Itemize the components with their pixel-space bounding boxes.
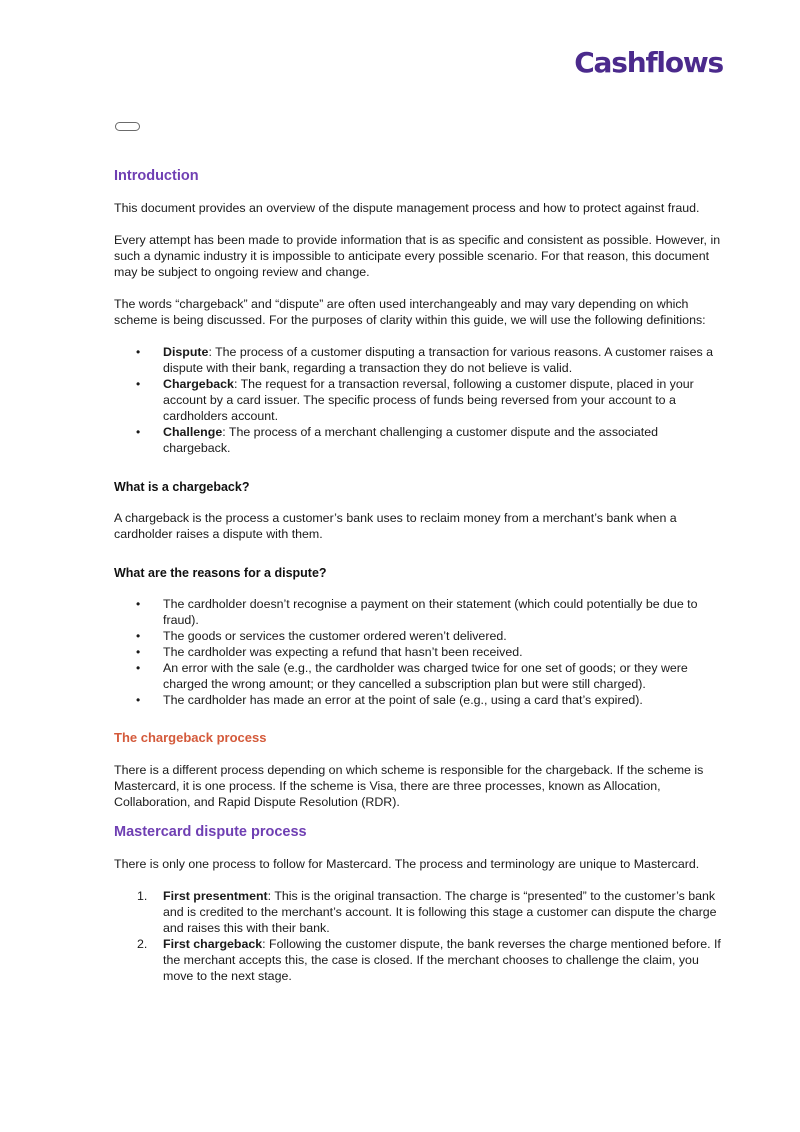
intro-paragraph-1: This document provides an overview of the dispute management process and how to protect against fraud. [114, 201, 700, 215]
definition-text: : The process of a customer disputing a transaction for various reasons. A customer raises a dispute with their bank, regarding a transaction they do not believe is valid. [163, 345, 714, 375]
list-item [114, 888, 726, 936]
definitions-list [114, 344, 726, 456]
list-item: • An error with the sale (e.g., the cardholder was charged twice for one set of goods; or they were charged the wrong amount; or they cancelled a subscription plan but were still charged). [114, 660, 726, 692]
definition-text: : The request for a transaction reversal, following a customer dispute, placed in your account by a card issuer. The specific process of funds being reversed from your account to a cardholders account. [163, 377, 694, 423]
document-body [114, 166, 726, 984]
step-text: : Following the customer dispute, the bank reverses the charge mentioned before. If the merchant accepts this, the case is closed. If the merchant chooses to challenge the claim, you move to the next stage. [163, 937, 721, 983]
what-is-chargeback-paragraph: A chargeback is the process a customer’s bank uses to reclaim money from a merchant’s bank when a cardholder raises a dispute with them. [114, 511, 677, 541]
list-item: • The cardholder has made an error at the point of sale (e.g., using a card that’s expired). [114, 692, 726, 708]
step-number: 1. [137, 889, 148, 903]
dispute-reasons-list [114, 596, 726, 708]
chargeback-process-heading: The chargeback process [114, 730, 267, 745]
list-item [114, 376, 726, 424]
intro-paragraph-2: Every attempt has been made to provide information that is as specific and consistent as possible. However, in such a dynamic industry it is impossible to anticipate every possible scenario. For that reason, this document may be subject to ongoing review and change. [114, 233, 721, 279]
step-text: : This is the original transaction. The charge is “presented” to the customer’s bank and is credited to the merchant’s account. It is following this stage a customer can dispute the charge and raises this with their bank. [163, 889, 717, 935]
what-is-chargeback-heading: What is a chargeback? [114, 480, 250, 494]
list-item: • The goods or services the customer ordered weren’t delivered. [114, 628, 726, 644]
list-item: • The cardholder was expecting a refund that hasn’t been received. [114, 644, 726, 660]
form-field-placeholder [115, 122, 140, 131]
definition-term: Chargeback [163, 377, 234, 391]
dispute-reasons-heading: What are the reasons for a dispute? [114, 566, 327, 580]
step-term: First chargeback [163, 937, 263, 951]
definition-term: Challenge [163, 425, 223, 439]
list-item [114, 424, 726, 456]
list-item [114, 344, 726, 376]
mastercard-dispute-heading: Mastercard dispute process [114, 824, 307, 840]
list-item [114, 936, 726, 984]
chargeback-process-paragraph: There is a different process depending on which scheme is responsible for the chargeback. If the scheme is Mastercard, it is one process. If the scheme is Visa, there are three processes, known as Allocation, Collaboration, and Rapid Dispute Resolution (RDR). [114, 763, 704, 809]
mastercard-paragraph: There is only one process to follow for Mastercard. The process and terminology are unique to Mastercard. [114, 857, 700, 871]
cashflows-logo: Cashflows [574, 46, 723, 79]
step-number: 2. [137, 937, 148, 951]
definition-text: : The process of a merchant challenging a customer dispute and the associated chargeback. [163, 425, 658, 455]
step-term: First presentment [163, 889, 268, 903]
intro-paragraph-3: The words “chargeback” and “dispute” are often used interchangeably and may vary depending on which scheme is being discussed. For the purposes of clarity within this guide, we will use the following definitions: [114, 297, 706, 327]
introduction-heading: Introduction [114, 168, 199, 184]
list-item: • The cardholder doesn’t recognise a payment on their statement (which could potentially be due to fraud). [114, 596, 726, 628]
definition-term: Dispute [163, 345, 209, 359]
mastercard-steps-list [114, 888, 726, 984]
